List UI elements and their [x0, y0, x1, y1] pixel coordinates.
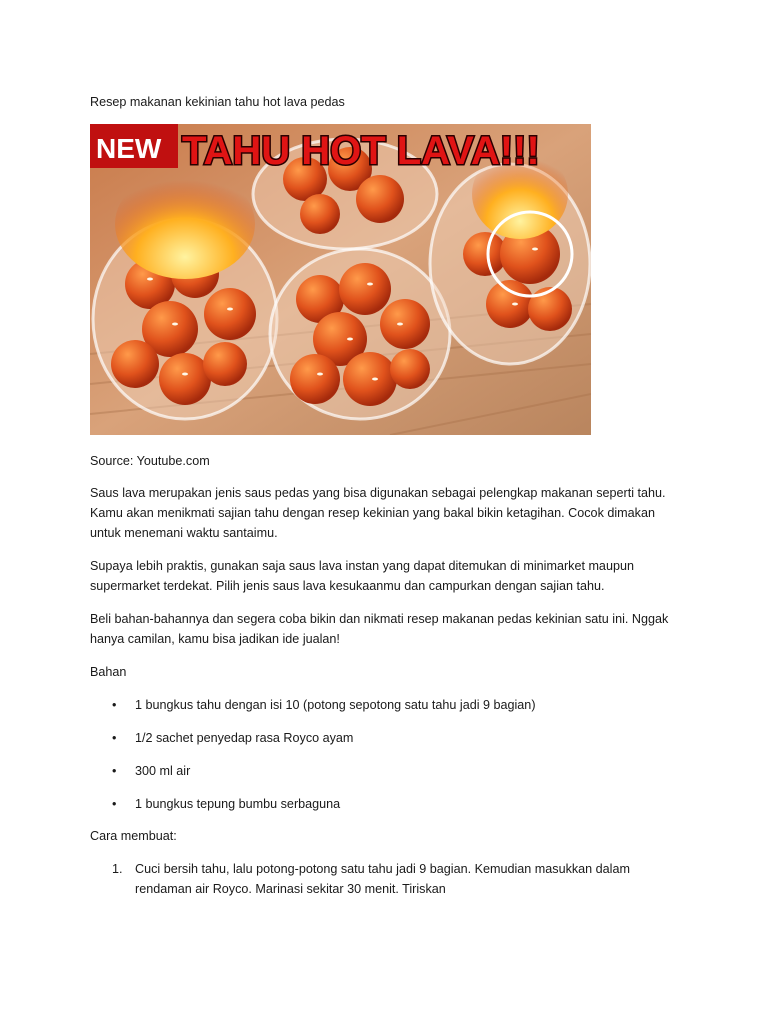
paragraph: Supaya lebih praktis, gunakan saja saus lava instan yang dapat ditemukan di minimarket maupun supermarket terdekat. Pilih jenis saus lava kesukaanmu dan campurkan dengan sajian tahu.	[90, 559, 634, 593]
steps-list	[90, 859, 680, 899]
bullet-icon: •	[112, 698, 117, 712]
bullet-icon: •	[112, 731, 117, 745]
ingredient-text: 300 ml air	[135, 764, 191, 778]
step-number: 1.	[112, 862, 123, 876]
list-item	[90, 794, 536, 827]
image-headline: TAHU HOT LAVA!!!	[182, 129, 540, 173]
ingredients-heading: Bahan	[90, 665, 127, 679]
ingredient-text: 1/2 sachet penyedap rasa Royco ayam	[135, 731, 354, 745]
new-badge: NEW	[96, 133, 162, 164]
paragraph: Beli bahan-bahannya dan segera coba bikin dan nikmati resep makanan pedas kekinian satu ini. Nggak hanya camilan, kamu bisa jadikan ide jualan!	[90, 612, 669, 646]
ingredient-text: 1 bungkus tepung bumbu serbaguna	[135, 797, 341, 811]
bullet-icon: •	[112, 764, 117, 778]
paragraph: Saus lava merupakan jenis saus pedas yang bisa digunakan sebagai pelengkap makanan seperti tahu. Kamu akan menikmati sajian tahu dengan resep kekinian yang bakal bikin ketagihan. Cocok dimakan untuk menemani waktu santaimu.	[90, 486, 666, 540]
list-item	[90, 695, 536, 728]
step-text: Cuci bersih tahu, lalu potong-potong satu tahu jadi 9 bagian. Kemudian masukkan dalam rendaman air Royco. Marinasi sekitar 30 menit. Tiriskan	[135, 862, 630, 896]
steps-heading: Cara membuat:	[90, 829, 177, 843]
recipe-photo	[90, 124, 591, 435]
ingredient-text: 1 bungkus tahu dengan isi 10 (potong sepotong satu tahu jadi 9 bagian)	[135, 698, 536, 712]
image-source: Source: Youtube.com	[90, 454, 210, 468]
bullet-icon: •	[112, 797, 117, 811]
list-item	[90, 859, 680, 899]
ingredients-list	[90, 695, 536, 827]
list-item	[90, 728, 536, 761]
list-item	[90, 761, 536, 794]
document-title: Resep makanan kekinian tahu hot lava pedas	[90, 95, 345, 109]
